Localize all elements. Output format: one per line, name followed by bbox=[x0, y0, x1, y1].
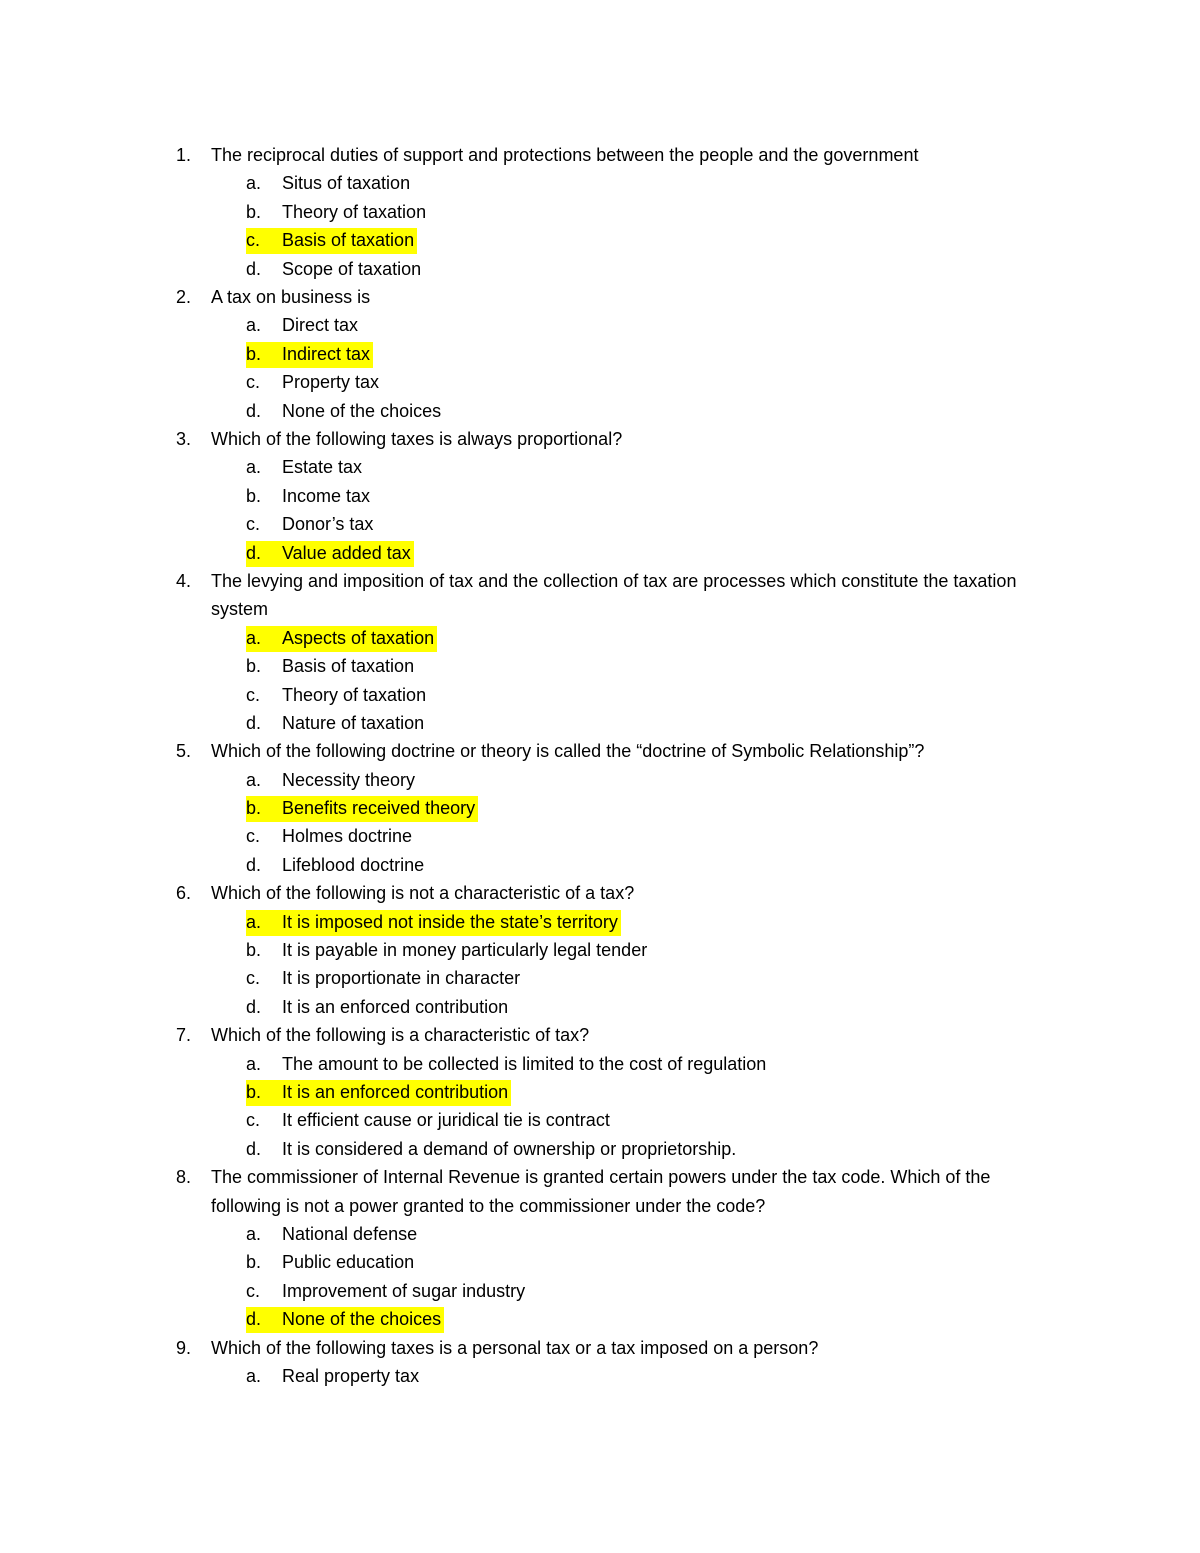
option-letter: c. bbox=[246, 372, 261, 393]
option-content bbox=[246, 683, 429, 709]
option-letter: b. bbox=[246, 1252, 262, 1273]
option-content bbox=[246, 399, 444, 425]
option-letter: b. bbox=[246, 656, 262, 677]
answer-option bbox=[246, 1362, 1075, 1390]
option-content bbox=[246, 541, 414, 567]
option-letter: c. bbox=[246, 230, 261, 251]
option-letter: d. bbox=[246, 258, 262, 279]
question-number: 3. bbox=[176, 428, 192, 449]
question-text: Which of the following taxes is always proportional? bbox=[211, 428, 623, 449]
option-letter: d. bbox=[246, 712, 262, 733]
option-text: Necessity theory bbox=[282, 769, 416, 790]
option-text: Income tax bbox=[282, 485, 371, 506]
answer-option bbox=[246, 936, 1075, 964]
option-letter: c. bbox=[246, 968, 261, 989]
option-content bbox=[246, 1108, 613, 1134]
option-content bbox=[246, 512, 376, 538]
question-number: 5. bbox=[176, 741, 192, 762]
question-number: 2. bbox=[176, 286, 192, 307]
option-text: Theory of taxation bbox=[282, 201, 427, 222]
answer-option-highlighted bbox=[246, 794, 1075, 822]
question-list bbox=[170, 141, 1040, 1390]
question-number: 8. bbox=[176, 1167, 192, 1188]
answer-options bbox=[246, 766, 1075, 880]
option-content bbox=[246, 1364, 422, 1390]
option-content bbox=[246, 1250, 417, 1276]
answer-option bbox=[246, 510, 1075, 538]
option-text: Improvement of sugar industry bbox=[282, 1280, 526, 1301]
question-text: The levying and imposition of tax and the collection of tax are processes which constitute the taxation system bbox=[211, 570, 1017, 620]
option-text: Situs of taxation bbox=[282, 173, 411, 194]
question-item bbox=[170, 1021, 1040, 1163]
option-text: Lifeblood doctrine bbox=[282, 854, 425, 875]
question-text: Which of the following doctrine or theory is called the “doctrine of Symbolic Relationship”? bbox=[211, 741, 925, 762]
answer-option bbox=[246, 198, 1075, 226]
answer-options bbox=[246, 1362, 1075, 1390]
answer-option bbox=[246, 311, 1075, 339]
option-text: Aspects of taxation bbox=[282, 627, 435, 648]
option-letter: a. bbox=[246, 457, 262, 478]
option-content bbox=[246, 938, 650, 964]
option-text: It is an enforced contribution bbox=[282, 996, 509, 1017]
option-content bbox=[246, 171, 413, 197]
answer-option bbox=[246, 1220, 1075, 1248]
answer-option-highlighted bbox=[246, 539, 1075, 567]
option-text: National defense bbox=[282, 1224, 418, 1244]
option-content bbox=[246, 1307, 444, 1333]
question-item bbox=[170, 283, 1040, 425]
question-item bbox=[170, 425, 1040, 567]
option-content bbox=[246, 200, 429, 226]
question-item bbox=[170, 737, 1040, 879]
option-text: Real property tax bbox=[282, 1365, 420, 1386]
option-content bbox=[246, 370, 382, 396]
question-number: 4. bbox=[176, 570, 192, 591]
answer-option bbox=[246, 964, 1075, 992]
answer-options bbox=[246, 169, 1075, 283]
option-letter: b. bbox=[246, 485, 262, 506]
option-text: It is imposed not inside the state’s territory bbox=[282, 911, 618, 932]
question-item bbox=[170, 879, 1040, 1021]
option-content bbox=[246, 796, 478, 822]
option-content bbox=[246, 228, 417, 254]
option-letter: a. bbox=[246, 1365, 262, 1386]
answer-options bbox=[246, 908, 1075, 1022]
question-text: Which of the following taxes is a personal tax or a tax imposed on a person? bbox=[211, 1337, 819, 1358]
question-number: 7. bbox=[176, 1025, 192, 1046]
option-letter: c. bbox=[246, 826, 261, 847]
option-content bbox=[246, 342, 373, 368]
option-letter: c. bbox=[246, 1280, 261, 1301]
answer-option bbox=[246, 255, 1075, 283]
option-letter: d. bbox=[246, 1309, 262, 1330]
option-content bbox=[246, 1137, 739, 1163]
option-text: It is payable in money particularly legal tender bbox=[282, 940, 648, 961]
option-content bbox=[246, 1080, 511, 1106]
answer-option bbox=[246, 1277, 1075, 1305]
option-text: It efficient cause or juridical tie is contract bbox=[282, 1110, 610, 1131]
option-content bbox=[246, 626, 437, 652]
option-text: Donor’s tax bbox=[282, 514, 374, 535]
option-text: It is proportionate in character bbox=[282, 968, 521, 989]
option-text: None of the choices bbox=[282, 400, 442, 421]
option-letter: a. bbox=[246, 627, 262, 648]
answer-options bbox=[246, 624, 1075, 738]
answer-option-highlighted bbox=[246, 226, 1075, 254]
question-number: 6. bbox=[176, 883, 192, 904]
option-letter: d. bbox=[246, 854, 262, 875]
option-letter: d. bbox=[246, 542, 262, 563]
question-number: 1. bbox=[176, 145, 192, 165]
option-letter: c. bbox=[246, 684, 261, 705]
option-content bbox=[246, 1222, 420, 1248]
answer-option-highlighted bbox=[246, 624, 1075, 652]
option-letter: d. bbox=[246, 400, 262, 421]
option-content bbox=[246, 1052, 769, 1078]
question-item bbox=[170, 567, 1040, 737]
answer-option bbox=[246, 482, 1075, 510]
option-content bbox=[246, 824, 415, 850]
option-content bbox=[246, 853, 427, 879]
question-text: A tax on business is bbox=[211, 286, 371, 307]
question-number: 9. bbox=[176, 1337, 192, 1358]
option-text: Estate tax bbox=[282, 457, 363, 478]
answer-option-highlighted bbox=[246, 1078, 1075, 1106]
option-content bbox=[246, 910, 621, 936]
answer-option bbox=[246, 1050, 1075, 1078]
option-content bbox=[246, 455, 365, 481]
answer-option-highlighted bbox=[246, 340, 1075, 368]
option-text: Theory of taxation bbox=[282, 684, 427, 705]
answer-option bbox=[246, 822, 1075, 850]
option-text: The amount to be collected is limited to the cost of regulation bbox=[282, 1053, 767, 1074]
answer-option bbox=[246, 766, 1075, 794]
answer-option bbox=[246, 851, 1075, 879]
answer-option bbox=[246, 368, 1075, 396]
option-content bbox=[246, 711, 427, 737]
option-letter: b. bbox=[246, 343, 262, 364]
question-text: The commissioner of Internal Revenue is granted certain powers under the tax code. Which of the following is not a power granted to the commissioner under the code? bbox=[211, 1167, 991, 1216]
answer-options bbox=[246, 1050, 1075, 1164]
answer-option-highlighted bbox=[246, 908, 1075, 936]
option-text: It is considered a demand of ownership or proprietorship. bbox=[282, 1138, 737, 1159]
option-text: Basis of taxation bbox=[282, 230, 415, 251]
option-letter: c. bbox=[246, 514, 261, 535]
question-text: Which of the following is not a characteristic of a tax? bbox=[211, 883, 635, 904]
option-text: Nature of taxation bbox=[282, 712, 425, 733]
option-text: Holmes doctrine bbox=[282, 826, 413, 847]
answer-option bbox=[246, 709, 1075, 737]
question-item bbox=[170, 1163, 1040, 1333]
answer-options bbox=[246, 311, 1075, 425]
option-letter: b. bbox=[246, 940, 262, 961]
option-letter: b. bbox=[246, 798, 262, 819]
option-letter: a. bbox=[246, 173, 262, 194]
answer-options bbox=[246, 1220, 1075, 1334]
option-text: Basis of taxation bbox=[282, 656, 415, 677]
answer-option bbox=[246, 1248, 1075, 1276]
option-letter: d. bbox=[246, 1138, 262, 1159]
option-content bbox=[246, 995, 511, 1021]
answer-option bbox=[246, 993, 1075, 1021]
question-text: The reciprocal duties of support and protections between the people and the government bbox=[211, 145, 919, 165]
option-text: Property tax bbox=[282, 372, 380, 393]
option-text: Indirect tax bbox=[282, 343, 371, 364]
answer-option-highlighted bbox=[246, 1305, 1075, 1333]
question-item bbox=[170, 141, 1040, 283]
option-text: It is an enforced contribution bbox=[282, 1082, 509, 1103]
answer-options bbox=[246, 453, 1075, 567]
option-content bbox=[246, 768, 418, 794]
answer-option bbox=[246, 681, 1075, 709]
option-letter: a. bbox=[246, 1053, 262, 1074]
option-letter: d. bbox=[246, 996, 262, 1017]
option-content bbox=[246, 1279, 528, 1305]
option-letter: c. bbox=[246, 1110, 261, 1131]
answer-option bbox=[246, 453, 1075, 481]
option-content bbox=[246, 966, 523, 992]
option-letter: a. bbox=[246, 911, 262, 932]
option-content bbox=[246, 257, 424, 283]
option-letter: b. bbox=[246, 1082, 262, 1103]
option-content bbox=[246, 313, 361, 339]
answer-option bbox=[246, 1135, 1075, 1163]
option-letter: a. bbox=[246, 315, 262, 336]
question-text: Which of the following is a characteristic of tax? bbox=[211, 1025, 590, 1046]
option-content bbox=[246, 654, 417, 680]
question-item bbox=[170, 1334, 1040, 1391]
option-letter: a. bbox=[246, 1224, 262, 1244]
answer-option bbox=[246, 397, 1075, 425]
option-text: Scope of taxation bbox=[282, 258, 422, 279]
option-text: Value added tax bbox=[282, 542, 411, 563]
answer-option bbox=[246, 1106, 1075, 1134]
option-text: None of the choices bbox=[282, 1309, 442, 1330]
option-text: Direct tax bbox=[282, 315, 359, 336]
answer-option bbox=[246, 169, 1075, 197]
option-letter: b. bbox=[246, 201, 262, 222]
option-text: Benefits received theory bbox=[282, 798, 476, 819]
option-text: Public education bbox=[282, 1252, 415, 1273]
option-content bbox=[246, 484, 373, 510]
option-letter: a. bbox=[246, 769, 262, 790]
answer-option bbox=[246, 652, 1075, 680]
